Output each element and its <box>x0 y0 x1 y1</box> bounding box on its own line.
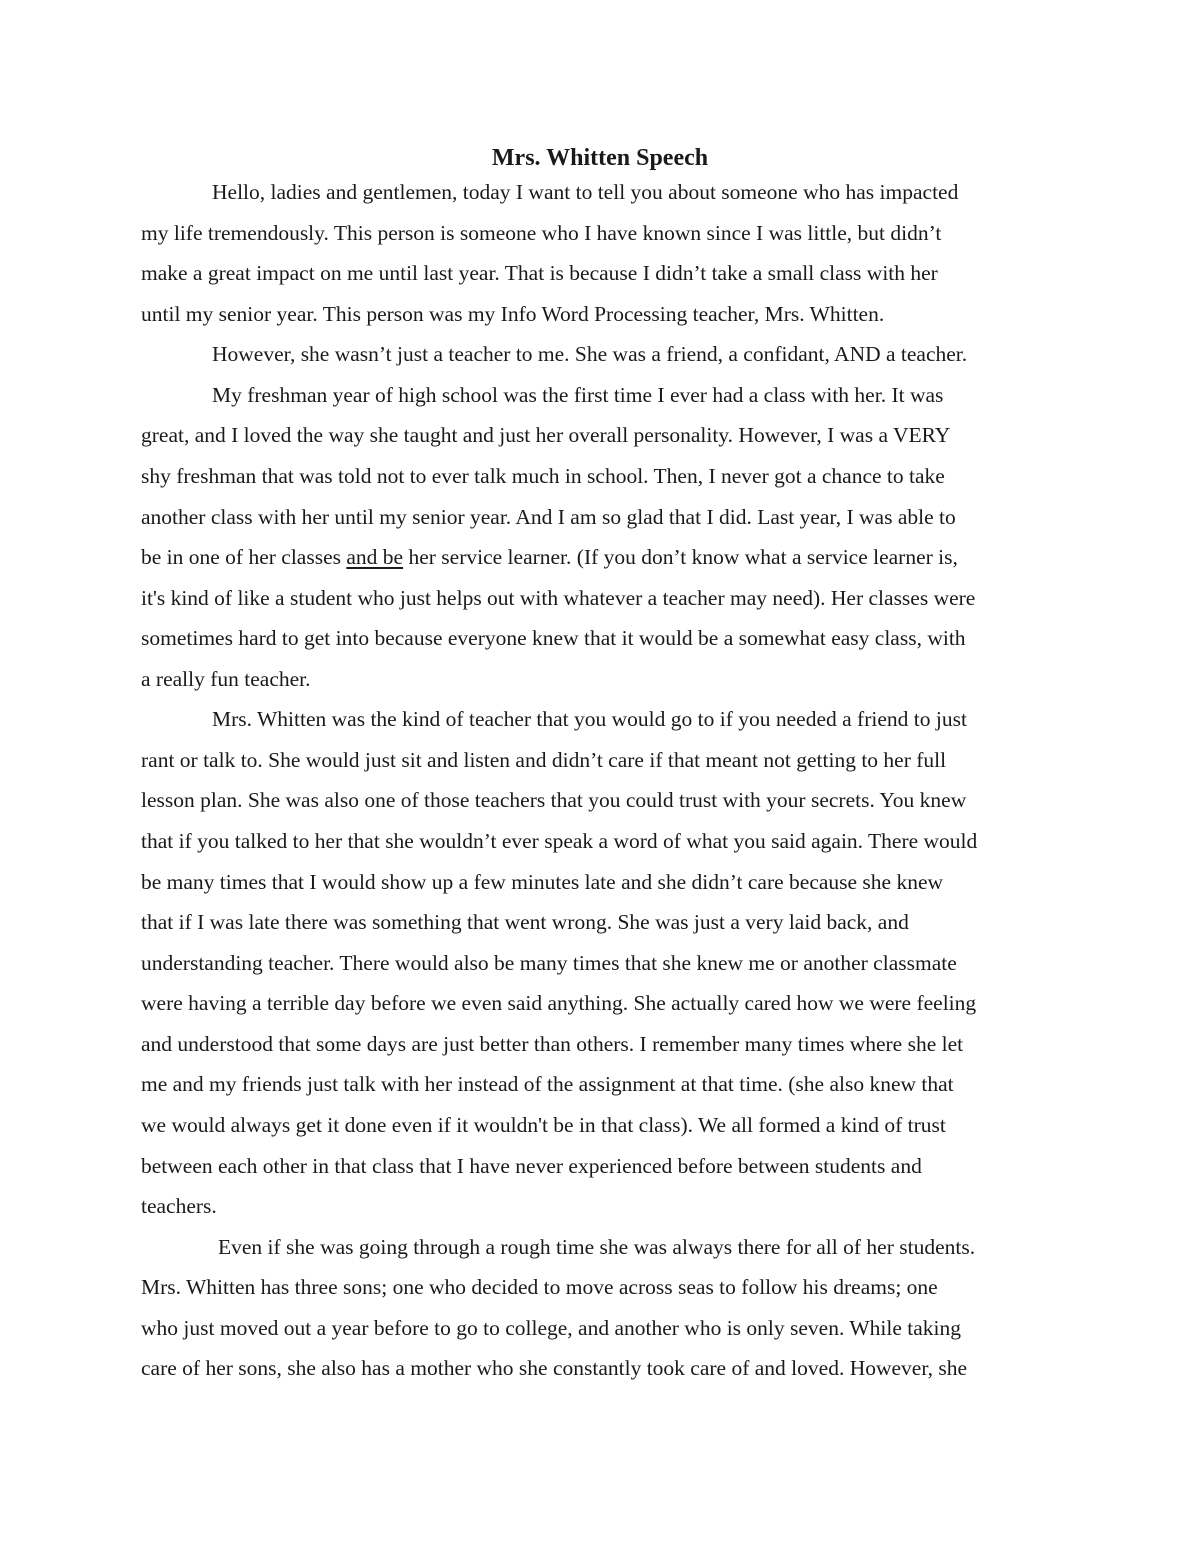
text-line: me and my friends just talk with her instead of the assignment at that time. (she also knew that <box>141 1072 954 1096</box>
underlined-text: and be <box>346 545 404 569</box>
text-line: were having a terrible day before we even said anything. She actually cared how we were feeling <box>141 991 977 1015</box>
text-line: great, and I loved the way she taught and just her overall personality. However, I was a VERY <box>141 423 951 447</box>
text-line: rant or talk to. She would just sit and listen and didn’t care if that meant not getting to her full <box>141 748 947 772</box>
text-segment: be in one of her classes <box>141 545 347 569</box>
text-line: make a great impact on me until last year. That is because I didn’t take a small class with her <box>141 261 938 285</box>
text-line: Mrs. Whitten was the kind of teacher that you would go to if you needed a friend to just <box>212 707 967 731</box>
text-line: understanding teacher. There would also be many times that she knew me or another classmate <box>141 951 957 975</box>
text-line: teachers. <box>141 1194 217 1218</box>
text-line: it's kind of like a student who just helps out with whatever a teacher may need). Her classes were <box>141 586 976 610</box>
text-line: between each other in that class that I have never experienced before between students and <box>141 1154 922 1178</box>
page-title: Mrs. Whitten Speech <box>491 145 709 171</box>
text-line: that if you talked to her that she wouldn’t ever speak a word of what you said again. There would <box>141 829 978 853</box>
text-line: be many times that I would show up a few minutes late and she didn’t care because she knew <box>141 870 944 894</box>
text-line: Mrs. Whitten has three sons; one who decided to move across seas to follow his dreams; one <box>141 1275 938 1299</box>
text-line: Hello, ladies and gentlemen, today I want to tell you about someone who has impacted <box>212 180 959 204</box>
text-line: my life tremendously. This person is someone who I have known since I was little, but didn’t <box>141 221 942 245</box>
text-line: we would always get it done even if it wouldn't be in that class). We all formed a kind of trust <box>141 1113 946 1137</box>
text-line: care of her sons, she also has a mother who she constantly took care of and loved. However, she <box>141 1356 968 1380</box>
text-line: until my senior year. This person was my Info Word Processing teacher, Mrs. Whitten. <box>141 302 885 326</box>
text-line: shy freshman that was told not to ever talk much in school. Then, I never got a chance to take <box>141 464 945 488</box>
text-line: However, she wasn’t just a teacher to me. She was a friend, a confidant, AND a teacher. <box>212 342 968 366</box>
text-line <box>141 537 958 577</box>
text-line: sometimes hard to get into because everyone knew that it would be a somewhat easy class, with <box>141 626 966 650</box>
text-line: a really fun teacher. <box>141 667 311 691</box>
text-line: that if I was late there was something that went wrong. She was just a very laid back, and <box>141 910 909 934</box>
text-segment: her service learner. (If you don’t know what a service learner is, <box>403 545 958 569</box>
text-line: who just moved out a year before to go to college, and another who is only seven. While taking <box>141 1316 961 1340</box>
text-line: another class with her until my senior year. And I am so glad that I did. Last year, I was able to <box>141 505 956 529</box>
text-line: and understood that some days are just better than others. I remember many times where she let <box>141 1032 964 1056</box>
text-line: lesson plan. She was also one of those teachers that you could trust with your secrets. You knew <box>141 788 967 812</box>
text-line: Even if she was going through a rough time she was always there for all of her students. <box>218 1235 976 1259</box>
text-line: My freshman year of high school was the first time I ever had a class with her. It was <box>212 383 944 407</box>
